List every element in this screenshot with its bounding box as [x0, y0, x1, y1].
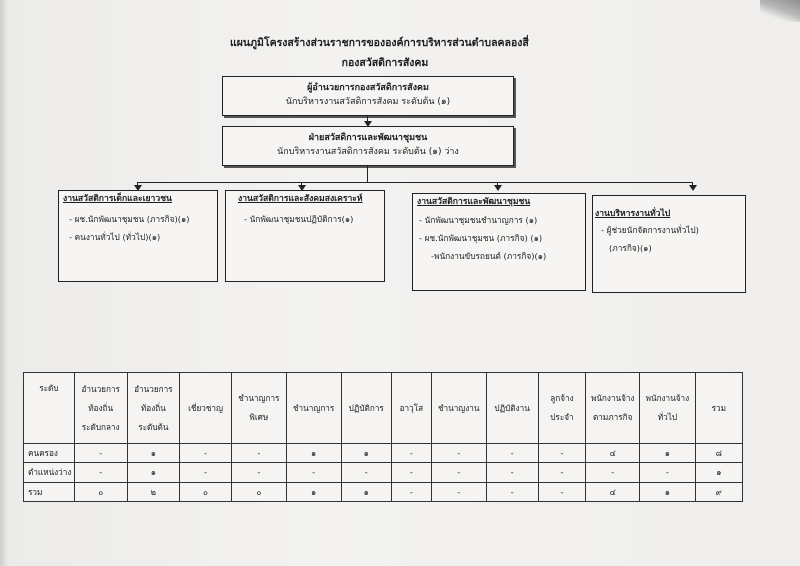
- table-cell: ๔: [586, 482, 640, 501]
- unit-position: - นักพัฒนาชุมชนชำนาญการ (๑): [419, 215, 538, 225]
- column-header-line: ชำนาญงาน: [437, 402, 480, 413]
- director-box: [222, 76, 514, 116]
- table-cell: -: [231, 444, 286, 463]
- column-header-line: ทั่วไป: [657, 412, 678, 422]
- table-column-header: [431, 373, 486, 444]
- column-header-line: ท้องถิ่น: [140, 402, 166, 413]
- table-cell: -: [286, 463, 341, 482]
- column-header-line: ปฏิบัติการ: [348, 402, 384, 413]
- column-header-line: พนักงานจ้าง: [645, 393, 690, 403]
- table-cell: -: [180, 444, 232, 463]
- table-cell: -: [74, 463, 127, 482]
- table-cell: ๑: [695, 463, 742, 482]
- table-cell: -: [231, 463, 286, 482]
- table-cell: ๑: [127, 463, 180, 482]
- column-header-line: รวม: [711, 402, 726, 413]
- table-row: [24, 482, 743, 501]
- arrow-down-icon: [494, 185, 502, 191]
- table-cell: ๑: [286, 482, 341, 501]
- column-header-line: อาวุโส: [399, 402, 424, 413]
- unit-box-children-youth: [58, 190, 218, 282]
- table-cell: ๑: [127, 444, 180, 463]
- table-cell: ๑: [341, 482, 391, 501]
- table-cell: -: [391, 444, 431, 463]
- table-column-header: [127, 373, 180, 444]
- unit-box-social-welfare: [225, 190, 385, 282]
- unit-position: (ภารกิจ)(๑): [609, 243, 652, 253]
- table-cell: -: [538, 463, 586, 482]
- table-column-header: [231, 373, 286, 444]
- table-column-header: [391, 373, 431, 444]
- table-cell: ๔: [586, 444, 640, 463]
- table-cell: -: [538, 482, 586, 501]
- table-cell: -: [586, 463, 640, 482]
- column-header-line: อำนวยการ: [134, 383, 173, 394]
- table-column-header: [341, 373, 391, 444]
- table-column-header: [538, 373, 586, 444]
- table-cell: -: [486, 482, 538, 501]
- unit-position: - ผู้ช่วยนักจัดการงานทั่วไป): [601, 225, 699, 235]
- table-cell: ๒: [127, 482, 180, 501]
- table-column-header: [640, 373, 695, 444]
- column-header-line: ระดับ: [39, 383, 59, 393]
- table-cell: -: [74, 444, 127, 463]
- table-cell: -: [431, 482, 486, 501]
- arrow-down-icon: [689, 185, 697, 191]
- table-cell: ๑: [640, 444, 695, 463]
- table-cell: -: [180, 463, 232, 482]
- table-column-header: [286, 373, 341, 444]
- unit-position: -พนักงานขับรถยนต์ (ภารกิจ)(๑): [431, 251, 547, 261]
- column-header-line: พนักงานจ้าง: [590, 393, 635, 403]
- table-row: [24, 444, 743, 463]
- unit-box-community-development: [412, 193, 586, 291]
- division-title: ฝ่ายสวัสดิการและพัฒนาชุมชน: [308, 133, 428, 143]
- table-header-row: [24, 373, 743, 444]
- table-cell: ๑: [640, 482, 695, 501]
- table-cell: -: [538, 444, 586, 463]
- table-cell: -: [486, 463, 538, 482]
- table-cell: -: [391, 463, 431, 482]
- division-box: [222, 126, 514, 166]
- column-header-line: ชำนาญการ: [238, 393, 280, 403]
- row-label: รวม: [24, 482, 75, 501]
- staffing-table: [23, 372, 743, 502]
- column-header-line: ระดับต้น: [138, 421, 169, 432]
- unit-name: งานสวัสดิการและสังคมสงเคราะห์: [238, 194, 363, 204]
- table-cell: -: [341, 463, 391, 482]
- table-column-header: [486, 373, 538, 444]
- column-header-line: พิเศษ: [249, 412, 269, 422]
- unit-box-general-admin: [592, 195, 746, 293]
- unit-name: งานสวัสดิการเด็กและเยาวชน: [63, 194, 172, 204]
- table-row: [24, 463, 743, 482]
- connector-line: [367, 166, 368, 183]
- connector-line: [137, 182, 693, 183]
- unit-position: - คนงานทั่วไป (ทั่วไป)(๑): [69, 232, 161, 242]
- column-header-line: ชำนาญการ: [293, 402, 335, 413]
- table-column-header: [695, 373, 742, 444]
- table-cell: -: [431, 444, 486, 463]
- director-position: นักบริหารงานสวัสดิการสังคม ระดับต้น (๑): [285, 97, 451, 107]
- table-cell: -: [431, 463, 486, 482]
- table-cell: -: [391, 482, 431, 501]
- document-title: [230, 33, 530, 73]
- row-label: คนครอง: [24, 444, 75, 463]
- column-header-line: ลูกจ้าง: [550, 393, 574, 403]
- column-header-line: เชี่ยวชาญ: [188, 402, 223, 413]
- table-cell: ๐: [74, 482, 127, 501]
- table-cell: ๐: [180, 482, 232, 501]
- page-edge-shadow: [0, 0, 8, 566]
- director-title: ผู้อำนวยการกองสวัสดิการสังคม: [307, 83, 429, 93]
- column-header-line: ตามภารกิจ: [592, 412, 633, 422]
- unit-name: งานสวัสดิการและพัฒนาชุมชน: [417, 197, 531, 207]
- table-cell: ๘: [695, 444, 742, 463]
- table-cell: ๐: [231, 482, 286, 501]
- title-line-2: กองสวัสดิการสังคม: [341, 57, 429, 69]
- unit-position: - ผช.นักพัฒนาชุมชน (ภารกิจ) (๑): [419, 233, 543, 243]
- column-header-line: ปฏิบัติงาน: [494, 402, 530, 413]
- table-column-header: [586, 373, 640, 444]
- column-header-line: อำนวยการ: [81, 383, 120, 394]
- row-label: ตำแหน่งว่าง: [24, 463, 75, 482]
- table-cell: ๙: [695, 482, 742, 501]
- table-cell: ๑: [341, 444, 391, 463]
- unit-position: - ผช.นักพัฒนาชุมชน (ภารกิจ)(๑): [69, 214, 190, 224]
- table-cell: ๑: [286, 444, 341, 463]
- title-line-1: แผนภูมิโครงสร้างส่วนราชการขององค์การบริหารส่วนตำบลคลองสี่: [230, 37, 529, 49]
- table-column-header: [74, 373, 127, 444]
- table-cell: -: [640, 463, 695, 482]
- table-cell: -: [486, 444, 538, 463]
- unit-position: - นักพัฒนาชุมชนปฏิบัติการ(๑): [244, 214, 354, 224]
- table-column-header: [24, 373, 75, 444]
- column-header-line: ระดับกลาง: [81, 421, 120, 432]
- column-header-line: ประจำ: [550, 412, 574, 422]
- division-position: นักบริหารงานสวัสดิการสังคม ระดับต้น (๑) ว่าง: [277, 147, 459, 157]
- page-corner-shadow: [760, 0, 800, 22]
- column-header-line: ท้องถิ่น: [88, 402, 114, 413]
- table-column-header: [180, 373, 232, 444]
- unit-name: งานบริหารงานทั่วไป: [595, 209, 671, 219]
